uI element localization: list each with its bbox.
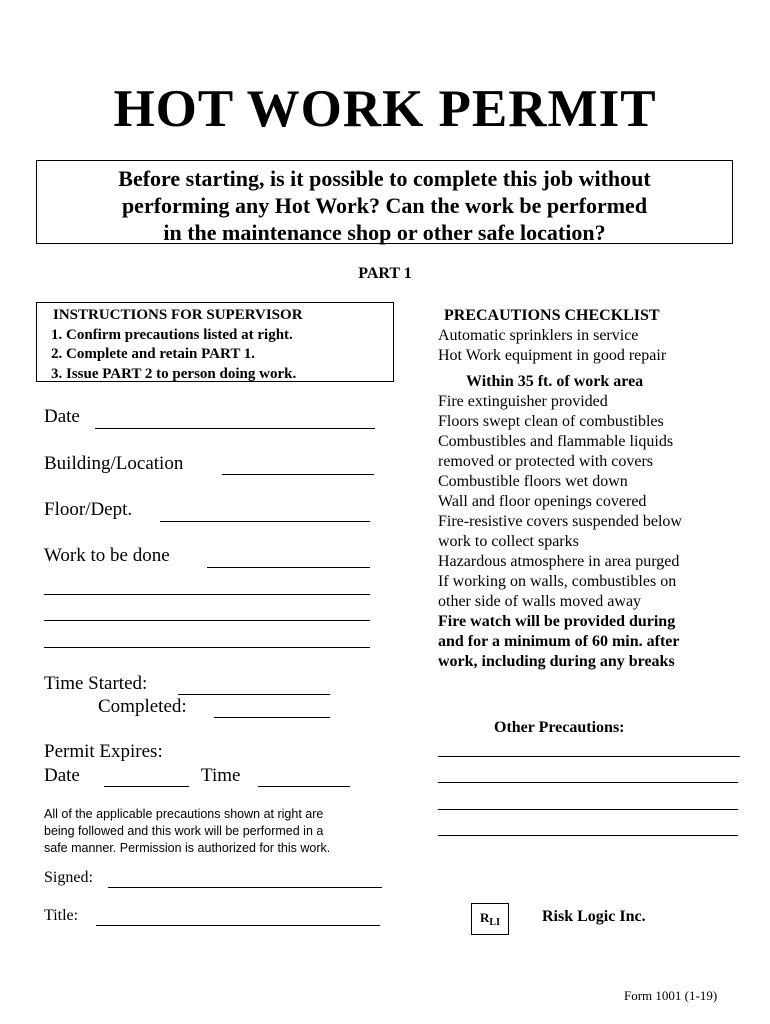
question-line-2: performing any Hot Work? Can the work be performed xyxy=(121,193,648,218)
work-description-line[interactable] xyxy=(44,594,370,595)
instruction-item: 1. Confirm precautions listed at right. xyxy=(51,326,293,343)
logo-letters-li: LI xyxy=(489,917,500,928)
date-field[interactable] xyxy=(95,428,375,429)
checklist-item: Floors swept clean of combustibles xyxy=(438,413,664,430)
checklist-item: Wall and floor openings covered xyxy=(438,493,647,510)
question-line-3: in the maintenance shop or other safe location? xyxy=(163,220,606,245)
authorization-statement xyxy=(44,806,389,857)
other-precaution-line[interactable] xyxy=(438,756,740,757)
completed-label: Completed: xyxy=(98,696,187,717)
checklist-item: other side of walls moved away xyxy=(438,593,642,610)
instruction-item: 3. Issue PART 2 to person doing work. xyxy=(51,365,297,382)
company-name: Risk Logic Inc. xyxy=(542,908,646,925)
work-to-be-done-label: Work to be done xyxy=(44,545,170,566)
document-title: HOT WORK PERMIT xyxy=(113,80,657,138)
part-label: PART 1 xyxy=(358,265,412,282)
expires-time-field[interactable] xyxy=(258,786,350,787)
checklist-item: work to collect sparks xyxy=(438,533,579,550)
signed-label: Signed: xyxy=(44,869,93,886)
time-started-field[interactable] xyxy=(178,694,330,695)
floor-dept-label: Floor/Dept. xyxy=(44,499,133,520)
checklist-item: Fire-resistive covers suspended below xyxy=(438,513,682,530)
question-line-1: Before starting, is it possible to complete this job without xyxy=(118,166,651,191)
checklist-item: Hazardous atmosphere in area purged xyxy=(438,553,680,570)
other-precaution-line[interactable] xyxy=(438,809,738,810)
checklist-item: Automatic sprinklers in service xyxy=(438,327,639,344)
building-location-label: Building/Location xyxy=(44,453,184,474)
other-precautions-heading: Other Precautions: xyxy=(494,719,625,736)
fire-watch-line: and for a minimum of 60 min. after xyxy=(438,633,680,650)
floor-dept-field[interactable] xyxy=(160,521,370,522)
statement-line-3: safe manner. Permission is authorized for this work. xyxy=(44,841,331,855)
form-number: Form 1001 (1-19) xyxy=(624,988,718,1003)
checklist-item: Hot Work equipment in good repair xyxy=(438,347,667,364)
expires-time-label: Time xyxy=(201,765,241,786)
signed-field[interactable] xyxy=(108,887,382,888)
instructions-heading: INSTRUCTIONS FOR SUPERVISOR xyxy=(53,307,303,323)
supervisor-instructions-box xyxy=(36,302,394,382)
checklist-item: If working on walls, combustibles on xyxy=(438,573,677,590)
time-started-label: Time Started: xyxy=(44,673,148,694)
checklist-item: Combustibles and flammable liquids xyxy=(438,433,674,450)
checklist-item: removed or protected with covers xyxy=(438,453,654,470)
work-description-line[interactable] xyxy=(44,620,370,621)
pre-check-question-box xyxy=(36,160,733,244)
expires-date-label: Date xyxy=(44,765,80,786)
statement-line-2: being followed and this work will be performed in a xyxy=(44,824,324,838)
work-to-be-done-field[interactable] xyxy=(207,567,370,568)
logo-letter-r: R xyxy=(480,910,490,925)
checklist-item: Fire extinguisher provided xyxy=(438,393,608,410)
instruction-item: 2. Complete and retain PART 1. xyxy=(51,346,256,362)
fire-watch-line: Fire watch will be provided during xyxy=(438,613,676,630)
checklist-item: Combustible floors wet down xyxy=(438,473,628,490)
permit-expires-label: Permit Expires: xyxy=(44,741,163,762)
risk-logic-logo xyxy=(471,903,509,935)
date-label: Date xyxy=(44,406,80,427)
other-precaution-line[interactable] xyxy=(438,835,738,836)
work-description-line[interactable] xyxy=(44,647,370,648)
within-35ft-heading: Within 35 ft. of work area xyxy=(466,373,644,390)
other-precaution-line[interactable] xyxy=(438,782,738,783)
fire-watch-line: work, including during any breaks xyxy=(438,653,675,670)
statement-line-1: All of the applicable precautions shown at right are xyxy=(44,807,324,821)
checklist-heading: PRECAUTIONS CHECKLIST xyxy=(444,307,660,324)
precautions-checklist xyxy=(438,306,758,672)
building-location-field[interactable] xyxy=(222,474,374,475)
title-label: Title: xyxy=(44,907,79,924)
completed-field[interactable] xyxy=(214,717,330,718)
title-field[interactable] xyxy=(96,925,380,926)
expires-date-field[interactable] xyxy=(104,786,189,787)
